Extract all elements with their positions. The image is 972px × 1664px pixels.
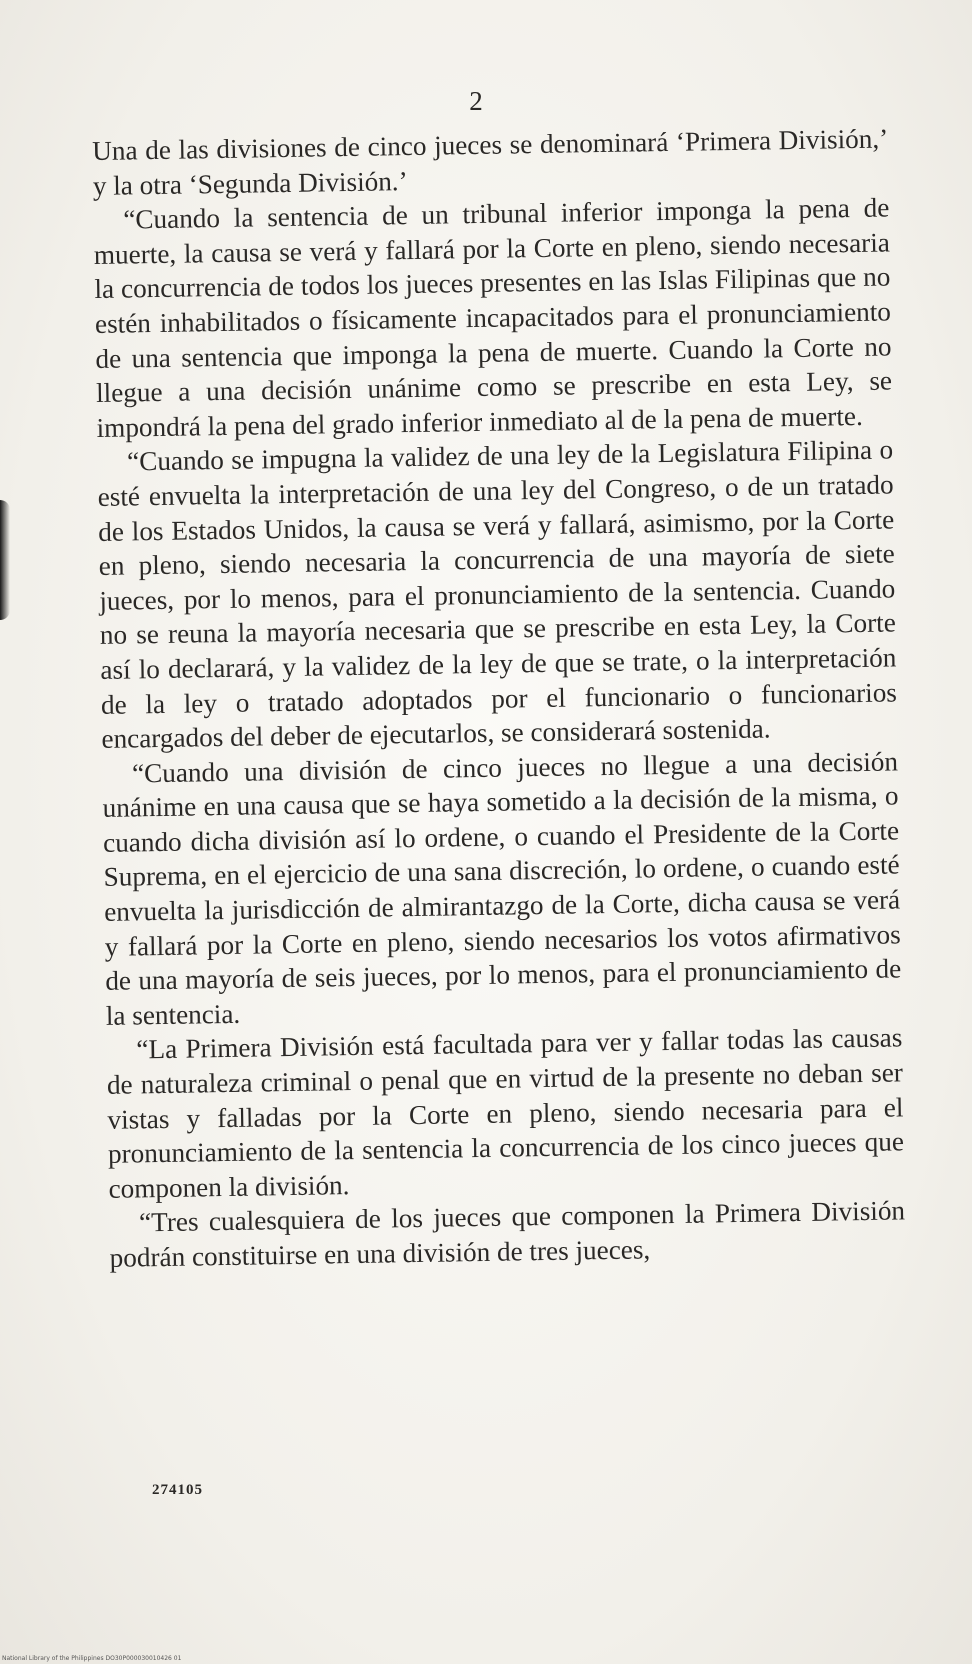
printer-code: 274105 [152,1482,203,1498]
paragraph: “La Primera División está facultada para ver y fallar todas las causas de naturaleza criminal o penal que en virtud de la presente no deban ser vistas y falladas por la Corte en pleno, siendo necesaria para el pronunciamiento de la sentencia la concurrencia de los cinco jueces que componen la división. [106,1022,905,1204]
paragraph: “Cuando la sentencia de un tribunal inferior imponga la pena de muerte, la causa se verá y fallará por la Corte en pleno, siendo necesaria la concurrencia de todos los jueces presentes en las Islas Filipinas que no estén inhabilitados o físicamente incapacitados para el pronunciamiento de una sentencia que imponga la pena de muerte. Cuando la Corte no llegue a una decisión unánime como se prescribe en esta Ley, se impondrá la pena del grado inferior inmediato al de la pena de muerte. [93,192,893,443]
binding-edge-shadow [0,500,10,620]
body-text [92,121,906,1275]
paragraph: Una de las divisiones de cinco jueces se denominará ‘Primera División,’ y la otra ‘Segunda División.’ [92,123,889,201]
paragraph: “Cuando se impugna la validez de una ley de la Legislatura Filipina o esté envuelta la interpretación de una ley del Congreso, o de un tratado de los Estados Unidos, la causa se verá y fallará, asimismo, por la Corte en pleno, siendo necesaria la concurrencia de una mayoría de siete jueces, por lo menos, para el pronunciamiento de la sentencia. Cuando no se reuna la mayoría necesaria que se prescribe en esta Ley, la Corte así lo declarará, y la validez de la ley de que se trate, o la interpretación de la ley o tratado adoptados por el funcionario o funcionarios encargados del deber de ejecutarlos, se considerará sostenida. [97,434,898,755]
page-number: 2 [469,86,483,116]
paragraph: “Cuando una división de cinco jueces no llegue a una decisión unánime en una causa que se haya sometido a la decisión de la misma, o cuando dicha división así lo ordene, o cuando el Presidente de la Corte Suprema, en el ejercicio de una sana discreción, lo ordene, o cuando esté envuelta la jurisdicción de almirantazgo de la Corte, dicha causa se verá y fallará por la Corte en pleno, siendo necesarios los votos afirmativos de una mayoría de seis jueces, por lo menos, para el pronunciamiento de la sentencia. [102,746,902,1031]
paragraph: “Tres cualesquiera de los jueces que componen la Primera División podrán constituirse en una división de tres jueces, [109,1195,906,1273]
library-watermark: National Library of the Philippines DO30P000030010426 01 [2,1655,182,1662]
